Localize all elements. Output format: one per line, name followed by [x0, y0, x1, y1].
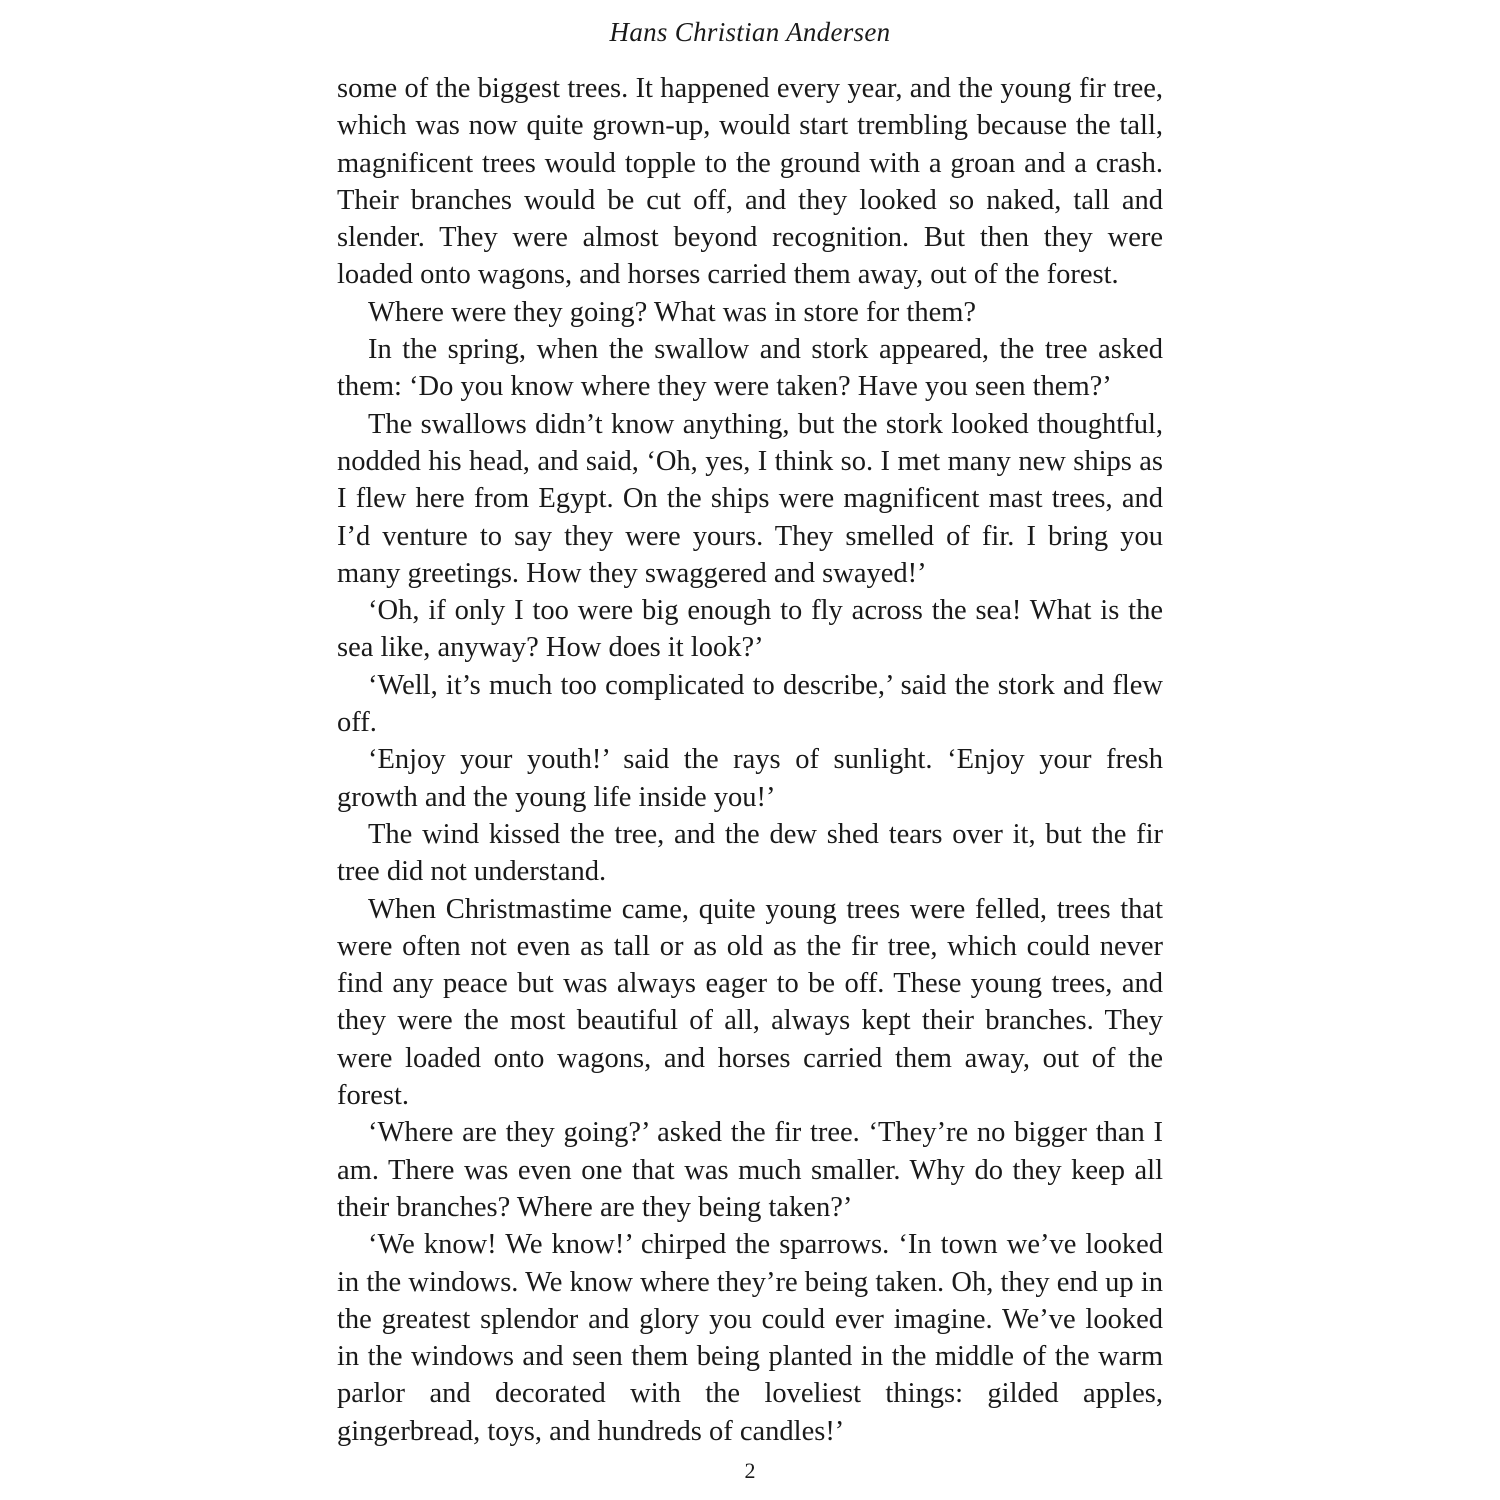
paragraph: ‘Enjoy your youth!’ said the rays of sunlight. ‘Enjoy your fresh growth and the young life inside you!’ — [337, 744, 1163, 813]
body-text — [337, 70, 1163, 1450]
paragraph: some of the biggest trees. It happened every year, and the young fir tree, which was now quite grown-up, would start trembling because the tall, magnificent trees would topple to the ground with a groan and a crash. Their branches would be cut off, and they looked so naked, tall and slender. They were almost beyond recognition. But then they were loaded onto wagons, and horses carried them away, out of the forest. — [337, 73, 1163, 291]
paragraph: ‘We know! We know!’ chirped the sparrows. ‘In town we’ve looked in the windows. We know where they’re being taken. Oh, they end up in the greatest splendor and glory you could ever imagine. We’ve looked in the windows and seen them being planted in the middle of the warm parlor and decorated with the loveliest things: gilded apples, gingerbread, toys, and hundreds of candles!’ — [337, 1229, 1163, 1447]
paragraph: ‘Where are they going?’ asked the fir tree. ‘They’re no bigger than I am. There was even one that was much smaller. Why do they keep all their branches? Where are they being taken?’ — [337, 1117, 1163, 1223]
paragraph: When Christmastime came, quite young trees were felled, trees that were often not even as tall or as old as the fir tree, which could never find any peace but was always eager to be off. These young trees, and they were the most beautiful of all, always kept their branches. They were loaded onto wagons, and horses carried them away, out of the forest. — [337, 893, 1163, 1112]
paragraph: In the spring, when the swallow and stork appeared, the tree asked them: ‘Do you know where they were taken? Have you seen them?’ — [337, 334, 1163, 403]
paragraph: ‘Well, it’s much too complicated to describe,’ said the stork and flew off. — [337, 669, 1163, 739]
paragraph: ‘Oh, if only I too were big enough to fly across the sea! What is the sea like, anyway? How does it look?’ — [337, 595, 1163, 664]
paragraph: Where were they going? What was in store for them? — [368, 296, 977, 328]
page-number: 2 — [744, 1458, 756, 1483]
paragraph: The wind kissed the tree, and the dew shed tears over it, but the fir tree did not understand. — [337, 818, 1163, 888]
running-head: Hans Christian Andersen — [609, 17, 891, 47]
paragraph: The swallows didn’t know anything, but the stork looked thoughtful, nodded his head, and said, ‘Oh, yes, I think so. I met many new ships as I flew here from Egypt. On the ships were magnificent mast trees, and I’d venture to say they were yours. They smelled of fir. I bring you many greetings. How they swaggered and swayed!’ — [337, 408, 1163, 589]
